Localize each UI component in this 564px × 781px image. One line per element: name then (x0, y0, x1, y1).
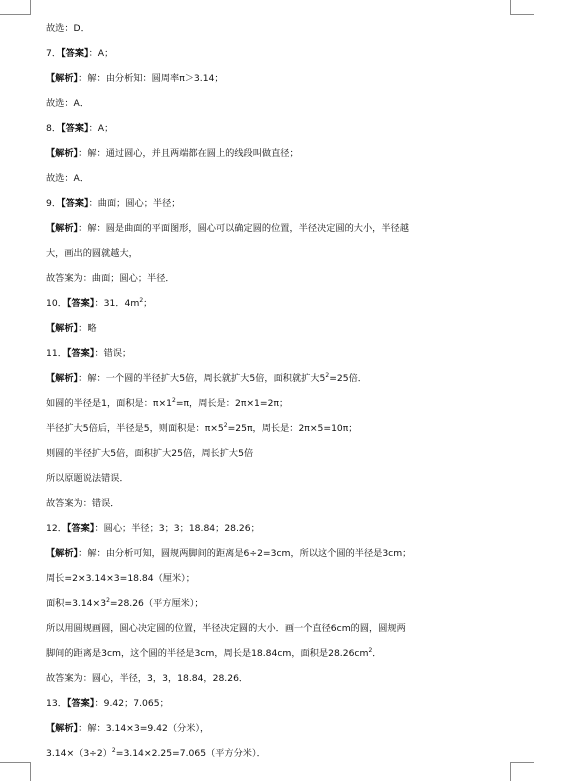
q11-line-1: 如圆的半径是1，面积是：$\pi\times 1^2=\pi$，周长是：2π×1=2π； (46, 397, 289, 409)
answer-tag: 【答案】 (61, 123, 89, 134)
q7-answer: 7．【答案】：A； (46, 48, 114, 59)
crop-mark-top-right-v (510, 0, 511, 15)
q7-number: 7． (46, 48, 62, 59)
q8-analysis: 【解析】：解：通过圆心，并且两端都在圆上的线段叫做直径； (46, 148, 299, 159)
analysis-tag: 【解析】 (46, 73, 79, 84)
answer-tag: 【答案】 (66, 523, 95, 534)
q10-number: 10． (46, 298, 67, 309)
answer-tag: 【答案】 (66, 348, 95, 359)
crop-mark-bottom-left-h (0, 762, 30, 763)
analysis-tag: 【解析】 (46, 223, 79, 234)
q10-answer: 10．【答案】：31．$4m^2$； (46, 297, 153, 309)
q8-conclusion: 故选：A． (46, 173, 90, 184)
q7-conclusion: 故选：A． (46, 98, 90, 109)
answer-tag: 【答案】 (61, 48, 89, 59)
analysis-tag: 【解析】 (46, 148, 79, 159)
q9-number: 9． (46, 198, 62, 209)
q9-answer: 9．【答案】：曲面；圆心；半径； (46, 198, 181, 209)
q11-conclusion: 故答案为：错误． (46, 498, 120, 509)
q13-line-1: $3.14\times(3\div 2)^2=3.14\times 2.25=7.065$（平方分米）． (46, 747, 266, 759)
q12-line-2: 面积$=3.14\times 3^2=28.26$（平方厘米）； (46, 597, 204, 609)
q8-number: 8． (46, 123, 62, 134)
q11-number: 11． (46, 348, 67, 359)
q11-line-3: 则圆的半径扩大5倍，面积扩大25倍，周长扩大5倍 (46, 448, 254, 459)
q12-conclusion: 故答案为：圆心，半径，3，3，18.84，28.26． (46, 673, 249, 684)
q6-conclusion: 故选：D． (46, 23, 90, 34)
answer-tag: 【答案】 (61, 198, 89, 209)
crop-mark-top-right-h (510, 14, 534, 15)
q11-line-2: 半径扩大5倍后，半径是5，则面积是：$\pi\times 5^2=25\pi$，周长是：2π×5=10π； (46, 422, 358, 434)
q8-answer: 8．【答案】：A； (46, 123, 114, 134)
crop-mark-bottom-left-v (30, 762, 31, 781)
q11-answer: 11．【答案】：错误； (46, 348, 132, 359)
q11-line-4: 所以原题说法错误． (46, 473, 129, 484)
q12-answer: 12．【答案】：圆心；半径；3；3；18.84；28.26； (46, 523, 260, 534)
analysis-tag: 【解析】 (46, 373, 79, 384)
analysis-tag: 【解析】 (46, 548, 79, 559)
q13-answer: 13．【答案】：9.42；7.065； (46, 698, 169, 709)
q13-analysis: 【解析】：解：3.14×3=9.42（分米）， (46, 723, 210, 734)
crop-mark-top-left-v (30, 0, 31, 15)
q13-number: 13． (46, 698, 67, 709)
q12-number: 12． (46, 523, 67, 534)
answer-tag: 【答案】 (66, 698, 95, 709)
answer-document (46, 18, 516, 760)
analysis-tag: 【解析】 (46, 723, 79, 734)
q9-conclusion: 故答案为：曲面；圆心；半径． (46, 273, 175, 284)
crop-mark-top-left-h (0, 14, 30, 15)
q12-line-4: 脚间的距离是3cm，这个圆的半径是3cm，周长是18.84cm，面积是$28.26cm^2$． (46, 647, 382, 659)
analysis-tag: 【解析】 (46, 323, 79, 334)
q9-analysis: 【解析】：解：圆是曲面的平面图形，圆心可以确定圆的位置，半径决定圆的大小，半径越 (46, 223, 409, 234)
q7-analysis: 【解析】：解：由分析知：圆周率π＞3.14； (46, 73, 224, 84)
q12-line-1: 周长=2×3.14×3=18.84（厘米）； (46, 573, 195, 584)
crop-mark-bottom-right-h (510, 762, 534, 763)
q12-line-3: 所以用圆规画圆，圆心决定圆的位置，半径决定圆的大小．画一个直径6cm的圆，圆规两 (46, 623, 406, 634)
q10-analysis: 【解析】：略 (46, 323, 97, 334)
q9-analysis-cont: 大，画出的圆就越大， (46, 248, 138, 259)
crop-mark-bottom-right-v (510, 762, 511, 781)
q12-analysis: 【解析】：解：由分析可知，圆规两脚间的距离是6÷2=3cm，所以这个圆的半径是3cm； (46, 548, 412, 559)
answer-tag: 【答案】 (66, 298, 95, 309)
q11-analysis: 【解析】：解：一个圆的半径扩大5倍，周长就扩大5倍，面积就扩大$5^2=25$倍． (46, 372, 367, 384)
